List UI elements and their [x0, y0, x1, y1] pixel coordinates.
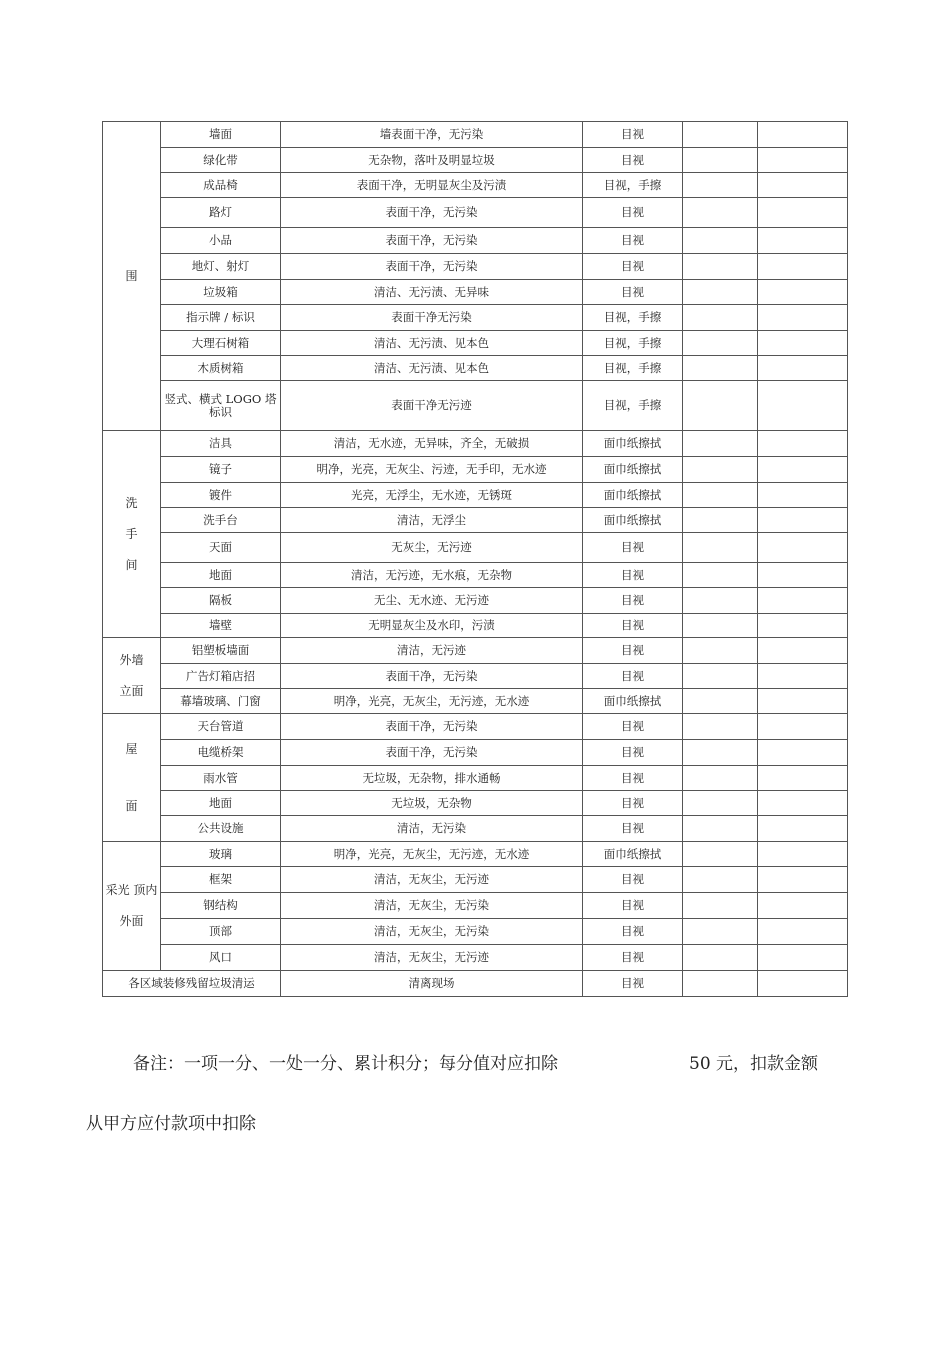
method-cell: 面巾纸擦拭 [583, 842, 683, 867]
table-row [103, 533, 848, 563]
standard-cell: 清离现场 [281, 971, 583, 997]
item-cell: 垃圾箱 [161, 280, 281, 305]
blank-cell [758, 867, 848, 893]
table-row [103, 331, 848, 356]
blank-cell [758, 945, 848, 971]
method-cell: 目视 [583, 588, 683, 614]
item-cell: 地灯、射灯 [161, 254, 281, 280]
blank-cell [758, 148, 848, 173]
blank-cell [758, 381, 848, 431]
item-cell: 绿化带 [161, 148, 281, 173]
blank-cell [758, 331, 848, 356]
area-label: 外面 [119, 914, 144, 928]
table-row [103, 689, 848, 714]
standard-cell: 无尘、无水迹、无污迹 [281, 588, 583, 614]
method-cell: 目视 [583, 122, 683, 148]
item-cell: 各区域装修残留垃圾清运 [103, 971, 281, 997]
blank-cell [758, 689, 848, 714]
method-cell: 目视，手擦 [583, 356, 683, 381]
blank-cell [758, 614, 848, 638]
area-label: 围 [125, 268, 138, 283]
method-cell: 目视 [583, 867, 683, 893]
table-row [103, 740, 848, 766]
blank-cell [683, 714, 758, 740]
area-cell [103, 842, 161, 971]
item-cell: 成品椅 [161, 173, 281, 198]
blank-cell [758, 766, 848, 791]
blank-cell [758, 431, 848, 457]
table-row [103, 563, 848, 588]
table-row [103, 714, 848, 740]
table-row [103, 614, 848, 638]
blank-cell [683, 254, 758, 280]
method-cell: 目视 [583, 766, 683, 791]
method-cell: 面巾纸擦拭 [583, 689, 683, 714]
table-row [103, 893, 848, 919]
blank-cell [683, 614, 758, 638]
blank-cell [683, 148, 758, 173]
item-cell: 木质树箱 [161, 356, 281, 381]
table-row [103, 816, 848, 842]
area-cell [103, 714, 161, 842]
table-row [103, 457, 848, 483]
blank-cell [683, 431, 758, 457]
standard-cell: 清洁，无水迹，无异味，齐全，无破损 [281, 431, 583, 457]
standard-cell: 表面干净，无污染 [281, 254, 583, 280]
blank-cell [683, 816, 758, 842]
table-row [103, 381, 848, 431]
blank-cell [683, 173, 758, 198]
item-cell: 雨水管 [161, 766, 281, 791]
table-row [103, 254, 848, 280]
method-cell: 目视，手擦 [583, 381, 683, 431]
blank-cell [683, 945, 758, 971]
standard-cell: 墙表面干净，无污染 [281, 122, 583, 148]
blank-cell [683, 791, 758, 816]
blank-cell [758, 563, 848, 588]
blank-cell [683, 533, 758, 563]
standard-cell: 明净，光亮，无灰尘，无污迹，无水迹 [281, 689, 583, 714]
blank-cell [683, 689, 758, 714]
method-cell: 面巾纸擦拭 [583, 457, 683, 483]
method-cell: 目视 [583, 228, 683, 254]
standard-cell: 表面干净，无污染 [281, 714, 583, 740]
method-cell: 目视 [583, 533, 683, 563]
method-cell: 目视 [583, 280, 683, 305]
area-label: 洗 [125, 495, 138, 510]
item-cell: 隔板 [161, 588, 281, 614]
blank-cell [758, 533, 848, 563]
method-cell: 目视 [583, 816, 683, 842]
blank-cell [758, 664, 848, 689]
method-cell: 目视，手擦 [583, 305, 683, 331]
item-cell: 公共设施 [161, 816, 281, 842]
area-label: 面 [125, 798, 138, 813]
table-row [103, 766, 848, 791]
item-cell: 小品 [161, 228, 281, 254]
area-label: 手 [125, 526, 138, 541]
table-row [103, 483, 848, 508]
area-label: 采光 顶内 [105, 883, 158, 897]
method-cell: 目视 [583, 740, 683, 766]
table-row [103, 842, 848, 867]
method-cell: 目视 [583, 919, 683, 945]
method-cell: 面巾纸擦拭 [583, 431, 683, 457]
blank-cell [758, 305, 848, 331]
item-cell: 镜子 [161, 457, 281, 483]
table-row [103, 431, 848, 457]
standard-cell: 无杂物，落叶及明显垃圾 [281, 148, 583, 173]
blank-cell [683, 588, 758, 614]
method-cell: 目视 [583, 148, 683, 173]
method-cell: 目视，手擦 [583, 331, 683, 356]
standard-cell: 无垃圾，无杂物，排水通畅 [281, 766, 583, 791]
item-cell: 竖式、横式 LOGO 塔标识 [161, 381, 281, 431]
blank-cell [758, 638, 848, 664]
table-row [103, 867, 848, 893]
blank-cell [683, 766, 758, 791]
method-cell: 目视 [583, 614, 683, 638]
blank-cell [758, 714, 848, 740]
inspection-table [102, 121, 848, 997]
item-cell: 风口 [161, 945, 281, 971]
blank-cell [758, 280, 848, 305]
standard-cell: 清洁，无污染 [281, 816, 583, 842]
area-cell [103, 431, 161, 638]
area-label: 间 [125, 557, 138, 572]
method-cell: 目视 [583, 254, 683, 280]
standard-cell: 表面干净，无污染 [281, 198, 583, 228]
table-row [103, 508, 848, 533]
method-cell: 目视 [583, 198, 683, 228]
blank-cell [758, 816, 848, 842]
blank-cell [683, 919, 758, 945]
blank-cell [683, 331, 758, 356]
blank-cell [683, 280, 758, 305]
remark-line-2: 从甲方应付款项中扣除 [86, 1114, 256, 1134]
blank-cell [758, 971, 848, 997]
standard-cell: 表面干净，无污染 [281, 664, 583, 689]
method-cell: 目视 [583, 971, 683, 997]
standard-cell: 无明显灰尘及水印，污渍 [281, 614, 583, 638]
standard-cell: 表面干净无污迹 [281, 381, 583, 431]
item-cell: 天台管道 [161, 714, 281, 740]
standard-cell: 表面干净，无污染 [281, 740, 583, 766]
blank-cell [683, 638, 758, 664]
table-row [103, 791, 848, 816]
table-row [103, 122, 848, 148]
area-label: 立面 [119, 683, 144, 698]
standard-cell: 明净，光亮，无灰尘，无污迹，无水迹 [281, 842, 583, 867]
blank-cell [683, 483, 758, 508]
standard-cell: 光亮，无浮尘，无水迹，无锈斑 [281, 483, 583, 508]
table-row [103, 280, 848, 305]
blank-cell [758, 198, 848, 228]
item-cell: 洁具 [161, 431, 281, 457]
standard-cell: 清洁，无灰尘，无污染 [281, 919, 583, 945]
standard-cell: 无灰尘，无污迹 [281, 533, 583, 563]
item-cell: 顶部 [161, 919, 281, 945]
remark-text: 备注：一项一分、一处一分、累计积分；每分值对应扣除 [133, 1054, 558, 1074]
area-cell [103, 122, 161, 431]
standard-cell: 清洁，无污迹，无水痕，无杂物 [281, 563, 583, 588]
method-cell: 目视 [583, 638, 683, 664]
item-cell: 洗手台 [161, 508, 281, 533]
table-row [103, 173, 848, 198]
blank-cell [758, 588, 848, 614]
item-cell: 天面 [161, 533, 281, 563]
blank-cell [683, 867, 758, 893]
standard-cell: 清洁，无浮尘 [281, 508, 583, 533]
blank-cell [683, 893, 758, 919]
standard-cell: 表面干净无污染 [281, 305, 583, 331]
blank-cell [758, 919, 848, 945]
table-row [103, 664, 848, 689]
blank-cell [683, 508, 758, 533]
method-cell: 面巾纸擦拭 [583, 508, 683, 533]
blank-cell [683, 740, 758, 766]
item-cell: 钢结构 [161, 893, 281, 919]
item-cell: 大理石树箱 [161, 331, 281, 356]
blank-cell [758, 893, 848, 919]
blank-cell [758, 483, 848, 508]
table-row [103, 945, 848, 971]
item-cell: 地面 [161, 563, 281, 588]
table-row [103, 356, 848, 381]
item-cell: 路灯 [161, 198, 281, 228]
standard-cell: 清洁，无灰尘，无污染 [281, 893, 583, 919]
table-row [103, 305, 848, 331]
standard-cell: 清洁、无污渍、无异味 [281, 280, 583, 305]
blank-cell [683, 122, 758, 148]
table-row [103, 148, 848, 173]
blank-cell [683, 228, 758, 254]
blank-cell [683, 305, 758, 331]
standard-cell: 表面干净，无污染 [281, 228, 583, 254]
blank-cell [683, 381, 758, 431]
item-cell: 幕墙玻璃、门窗 [161, 689, 281, 714]
standard-cell: 明净，光亮，无灰尘、污迹，无手印，无水迹 [281, 457, 583, 483]
area-label: 屋 [125, 741, 138, 756]
blank-cell [758, 173, 848, 198]
blank-cell [683, 842, 758, 867]
area-label: 外墙 [119, 652, 144, 667]
table-row [103, 588, 848, 614]
method-cell: 面巾纸擦拭 [583, 483, 683, 508]
blank-cell [758, 457, 848, 483]
blank-cell [758, 254, 848, 280]
item-cell: 地面 [161, 791, 281, 816]
remark-amount: 50 元，扣款金额 [689, 1054, 819, 1074]
blank-cell [683, 198, 758, 228]
blank-cell [758, 228, 848, 254]
standard-cell: 表面干净，无明显灰尘及污渍 [281, 173, 583, 198]
item-cell: 镀件 [161, 483, 281, 508]
standard-cell: 无垃圾，无杂物 [281, 791, 583, 816]
method-cell: 目视，手擦 [583, 173, 683, 198]
standard-cell: 清洁，无灰尘，无污迹 [281, 945, 583, 971]
table-row [103, 919, 848, 945]
blank-cell [683, 664, 758, 689]
item-cell: 铝塑板墙面 [161, 638, 281, 664]
blank-cell [758, 122, 848, 148]
blank-cell [758, 356, 848, 381]
item-cell: 玻璃 [161, 842, 281, 867]
blank-cell [758, 842, 848, 867]
blank-cell [683, 356, 758, 381]
table-row [103, 638, 848, 664]
item-cell: 墙面 [161, 122, 281, 148]
blank-cell [683, 457, 758, 483]
standard-cell: 清洁，无污迹 [281, 638, 583, 664]
blank-cell [758, 508, 848, 533]
area-cell [103, 638, 161, 714]
method-cell: 目视 [583, 945, 683, 971]
method-cell: 目视 [583, 664, 683, 689]
item-cell: 广告灯箱店招 [161, 664, 281, 689]
blank-cell [758, 791, 848, 816]
method-cell: 目视 [583, 791, 683, 816]
standard-cell: 清洁、无污渍、见本色 [281, 356, 583, 381]
table-row [103, 971, 848, 997]
item-cell: 指示牌 / 标识 [161, 305, 281, 331]
blank-cell [683, 563, 758, 588]
method-cell: 目视 [583, 893, 683, 919]
standard-cell: 清洁，无灰尘，无污迹 [281, 867, 583, 893]
method-cell: 目视 [583, 563, 683, 588]
table-row [103, 198, 848, 228]
blank-cell [758, 740, 848, 766]
method-cell: 目视 [583, 714, 683, 740]
standard-cell: 清洁、无污渍、见本色 [281, 331, 583, 356]
item-cell: 电缆桥架 [161, 740, 281, 766]
table-row [103, 228, 848, 254]
item-cell: 框架 [161, 867, 281, 893]
item-cell: 墙壁 [161, 614, 281, 638]
remark-line-1 [133, 1049, 843, 1074]
blank-cell [683, 971, 758, 997]
